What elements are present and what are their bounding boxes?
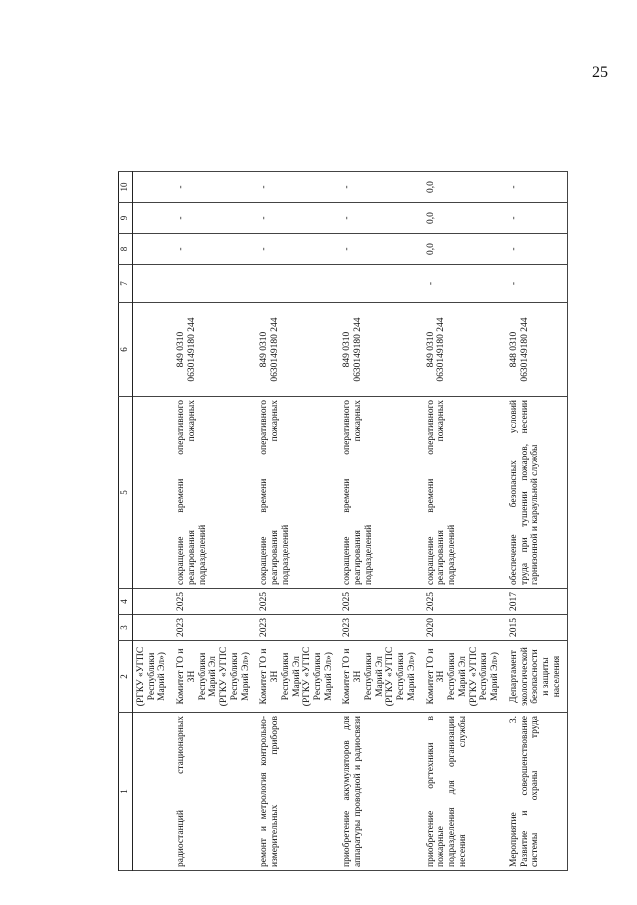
value-cell: 0,0 <box>423 234 506 265</box>
value-cell: - <box>256 172 339 203</box>
value-cell <box>173 265 256 303</box>
header-cell: 2 <box>119 641 133 713</box>
end-year-cell: 2025 <box>173 589 256 615</box>
result-cell: сокращение времени оперативного реагирования пожарных подразделений <box>339 397 422 589</box>
header-cell: 7 <box>119 265 133 303</box>
value-cell: - <box>339 172 422 203</box>
header-cell: 5 <box>119 397 133 589</box>
program-measures-table <box>118 171 568 871</box>
value-cell <box>256 265 339 303</box>
value-cell: - <box>423 265 506 303</box>
start-year-cell: 2020 <box>423 615 506 641</box>
value-cell: - <box>173 172 256 203</box>
value-cell: - <box>256 203 339 234</box>
value-cell: - <box>173 203 256 234</box>
result-cell: сокращение времени оперативного реагирования пожарных подразделений <box>256 397 339 589</box>
start-year-cell: 2023 <box>256 615 339 641</box>
executor-cell: Комитет ГО и ЗН Республики Марий Эл (РГКУ «УГПС Республики Марий Эл») <box>339 641 422 713</box>
executor-cell: Комитет ГО и ЗН Республики Марий Эл (РГКУ «УГПС Республики Марий Эл») <box>423 641 506 713</box>
value-cell: - <box>506 203 568 234</box>
table-row <box>423 172 506 871</box>
header-cell: 10 <box>119 172 133 203</box>
column-number-row <box>119 172 133 871</box>
budget-code-cell: 849 0310 0630149180 244 <box>173 303 256 397</box>
executor-cell: Комитет ГО и ЗН Республики Марий Эл (РГКУ «УГПС Республики Марий Эл») <box>256 641 339 713</box>
result-cell: обеспечение безопасных условий труда при тушении пожаров, несении гарнизонной и караульной службы <box>506 397 568 589</box>
budget-code-cell: 849 0310 0630149180 244 <box>423 303 506 397</box>
table-row <box>173 172 256 871</box>
value-cell: - <box>173 234 256 265</box>
value-cell: - <box>506 172 568 203</box>
start-year-cell: 2023 <box>173 615 256 641</box>
continuation-row <box>133 172 174 871</box>
result-cell: сокращение времени оперативного реагирования пожарных подразделений <box>173 397 256 589</box>
measure-cell: ремонт и метрология контрольно- измерительных приборов <box>256 713 339 871</box>
value-cell: 0,0 <box>423 172 506 203</box>
header-cell: 3 <box>119 615 133 641</box>
end-year-cell: 2025 <box>339 589 422 615</box>
value-cell: - <box>506 234 568 265</box>
table-row <box>339 172 422 871</box>
value-cell: - <box>339 234 422 265</box>
header-cell: 9 <box>119 203 133 234</box>
result-cell: сокращение времени оперативного реагирования пожарных подразделений <box>423 397 506 589</box>
end-year-cell: 2025 <box>256 589 339 615</box>
value-cell: - <box>256 234 339 265</box>
start-year-cell: 2015 <box>506 615 568 641</box>
table-row <box>256 172 339 871</box>
budget-code-cell: 848 0310 0630149180 244 <box>506 303 568 397</box>
executor-cell: Комитет ГО и ЗН Республики Марий Эл (РГКУ «УГПС Республики Марий Эл») <box>173 641 256 713</box>
value-cell: 0,0 <box>423 203 506 234</box>
value-cell: - <box>506 265 568 303</box>
executor-cell: Департамент экологической безопасности и защиты населения <box>506 641 568 713</box>
measure-cell: Мероприятие 3. Развитие и совершенствование системы охраны труда <box>506 713 568 871</box>
page-number: 25 <box>592 64 608 81</box>
start-year-cell: 2023 <box>339 615 422 641</box>
header-cell: 1 <box>119 713 133 871</box>
table-row <box>506 172 568 871</box>
executor-cell: (РГКУ «УГПС Республики Марий Эл») <box>133 641 174 713</box>
header-cell: 8 <box>119 234 133 265</box>
value-cell <box>339 265 422 303</box>
measure-cell: приобретение оргтехники в пожарные подразделения для организации несения службы <box>423 713 506 871</box>
budget-code-cell: 849 0310 0630149180 244 <box>339 303 422 397</box>
end-year-cell: 2025 <box>423 589 506 615</box>
value-cell: - <box>339 203 422 234</box>
header-cell: 4 <box>119 589 133 615</box>
header-cell: 6 <box>119 303 133 397</box>
measure-cell: приобретение аккумуляторов для аппаратуры проводной и радиосвязи <box>339 713 422 871</box>
end-year-cell: 2017 <box>506 589 568 615</box>
budget-code-cell: 849 0310 0630149180 244 <box>256 303 339 397</box>
measure-cell: радиостанций стационарных <box>173 713 256 871</box>
